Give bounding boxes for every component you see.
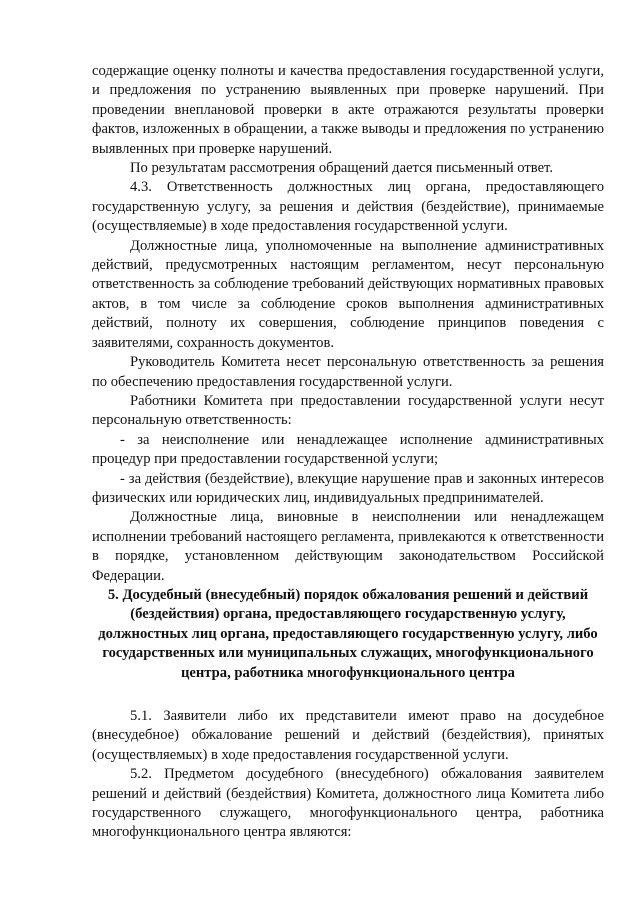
paragraph-officials-responsibility: Должностные лица, уполномоченные на выполнение административных действий, предусмотренных настоящим регламентом, несут персональную ответственность за соблюдение требований действующих нормативных правовых актов, в том числе за соблюдение сроков выполнения административных действий, полноту их совершения, соблюдение принципов поведения с заявителями, сохранность документов.	[92, 237, 604, 351]
paragraph-written-answer: По результатам рассмотрения обращений дается письменный ответ.	[130, 160, 553, 177]
section-5-title: 5. Досудебный (внесудебный) порядок обжалования решений и действий (бездействия) органа, предоставляющего государственную услугу, должностных лиц органа, предоставляющего государственную услугу, либо государственных или муниципальных служащих, многофункционального центра, работника многофункционального центра	[98, 586, 598, 681]
paragraph-workers-responsibility: Работники Комитета при предоставлении государственной услуги несут персональную ответственность:	[92, 392, 604, 429]
section-5-body	[92, 707, 604, 843]
list-item: - за действия (бездействие), влекущие нарушение прав и законных интересов физических или юридических лиц, индивидуальных предпринимателей.	[92, 470, 604, 506]
paragraph-5-2: 5.2. Предметом досудебного (внесудебного) обжалования заявителем решений и действий (бездействия) Комитета, должностного лица Комитета либо государственного служащего, многофункционального центра, работника многофункционального центра являются:	[92, 766, 604, 841]
paragraph-4-3-heading: 4.3. Ответственность должностных лиц органа, предоставляющего государственную услугу, за решения и действия (бездействие), принимаемые (осуществляемые) в ходе предоставления государственной услуги.	[92, 179, 604, 235]
document-body	[92, 62, 604, 843]
paragraph-proverka-result: содержащие оценку полноты и качества предоставления государственной услуги, и предложения по устранению выявленных при проверке нарушений. При проведении внеплановой проверки в акте отражаются результаты проверки фактов, изложенных в обращении, а также выводы и предложения по устранению выявленных при проверке нарушений.	[92, 63, 604, 157]
paragraph-5-1: 5.1. Заявители либо их представители имеют право на досудебное (внесудебное) обжалование решений и действий (бездействия), принятых (осуществляемых) в ходе предоставления государственной услуги.	[92, 708, 604, 763]
list-item: - за неисполнение или ненадлежащее исполнение административных процедур при предоставлении государственной услуги;	[92, 431, 604, 468]
paragraph-liability: Должностные лица, виновные в неисполнении или ненадлежащем исполнении требований настоящего регламента, привлекаются к ответственности в порядке, установленном действующим законодательством Российской Федерации.	[92, 509, 604, 584]
paragraph-head-responsibility: Руководитель Комитета несет персональную ответственность за решения по обеспечению предоставления государственной услуги.	[92, 354, 604, 390]
